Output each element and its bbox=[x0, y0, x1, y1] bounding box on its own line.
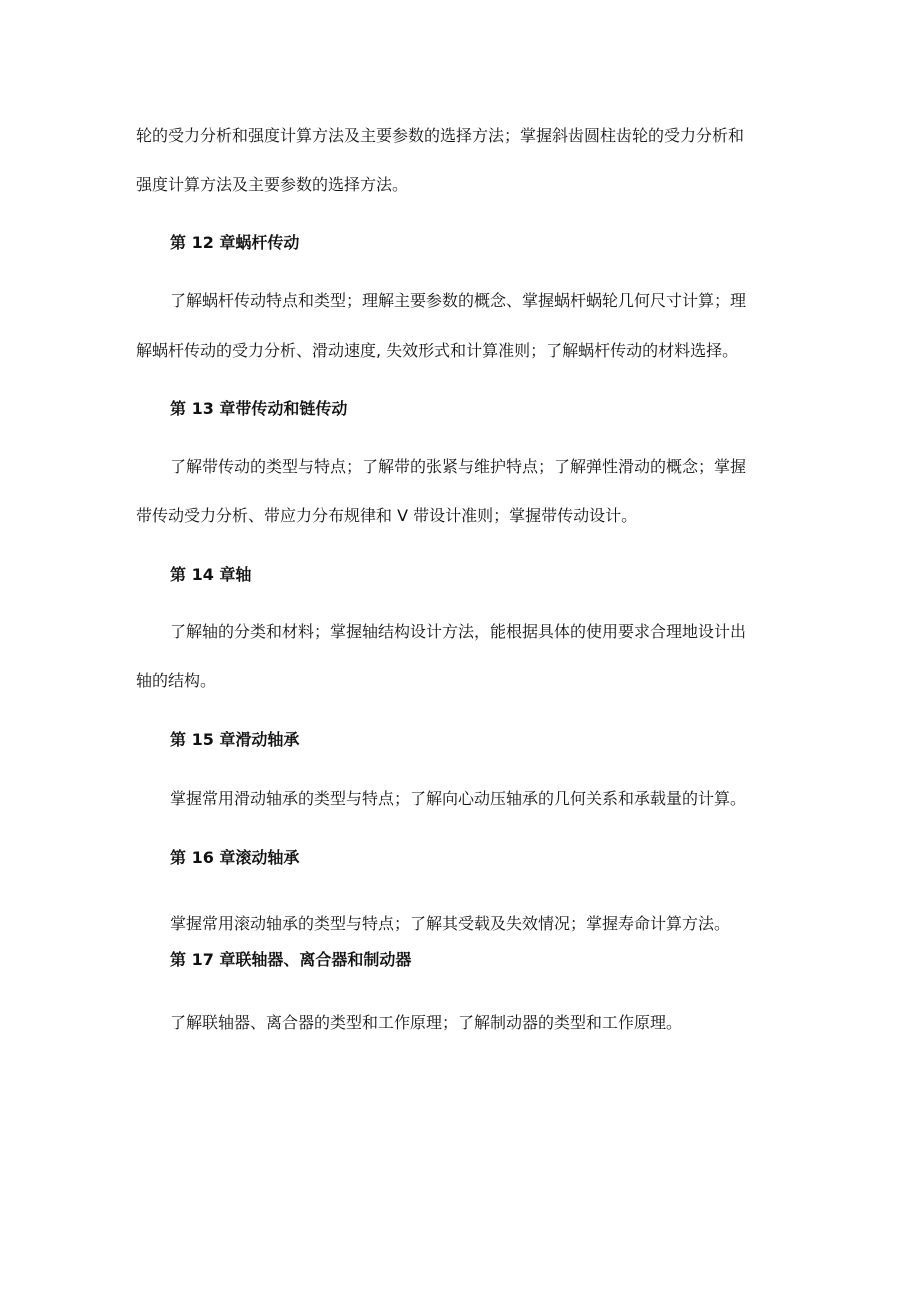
chapter-12-heading: 第 12 章蜗杆传动 bbox=[170, 233, 300, 252]
chapter-12-text-line-2: 解蜗杆传动的受力分析、滑动速度, 失效形式和计算准则；了解蜗杆传动的材料选择。 bbox=[136, 341, 739, 360]
chapter-17-text-line-1: 了解联轴器、离合器的类型和工作原理；了解制动器的类型和工作原理。 bbox=[170, 1013, 683, 1032]
chapter-17-heading: 第 17 章联轴器、离合器和制动器 bbox=[170, 950, 412, 969]
chapter-13-heading: 第 13 章带传动和链传动 bbox=[170, 399, 348, 418]
chapter-13-text-line-1: 了解带传动的类型与特点；了解带的张紧与维护特点；了解弹性滑动的概念；掌握 bbox=[170, 457, 747, 476]
chapter-14-text-line-1: 了解轴的分类和材料；掌握轴结构设计方法，能根据具体的使用要求合理地设计出 bbox=[170, 622, 747, 641]
chapter-16-heading: 第 16 章滚动轴承 bbox=[170, 848, 300, 867]
chapter-13-text-line-2: 带传动受力分析、带应力分布规律和 V 带设计准则；掌握带传动设计。 bbox=[136, 506, 638, 525]
chapter-14-text-line-2: 轴的结构。 bbox=[136, 671, 217, 690]
chapter-14-heading: 第 14 章轴 bbox=[170, 565, 252, 584]
intro-line-1: 轮的受力分析和强度计算方法及主要参数的选择方法；掌握斜齿圆柱齿轮的受力分析和 bbox=[136, 126, 745, 145]
intro-line-2: 强度计算方法及主要参数的选择方法。 bbox=[136, 175, 409, 194]
chapter-15-text-line-1: 掌握常用滑动轴承的类型与特点；了解向心动压轴承的几何关系和承载量的计算。 bbox=[170, 789, 747, 808]
chapter-12-text-line-1: 了解蜗杆传动特点和类型；理解主要参数的概念、掌握蜗杆蜗轮几何尺寸计算；理 bbox=[170, 291, 747, 310]
chapter-16-text-line-1: 掌握常用滚动轴承的类型与特点；了解其受载及失效情况；掌握寿命计算方法。 bbox=[170, 914, 731, 933]
chapter-15-heading: 第 15 章滑动轴承 bbox=[170, 730, 300, 749]
